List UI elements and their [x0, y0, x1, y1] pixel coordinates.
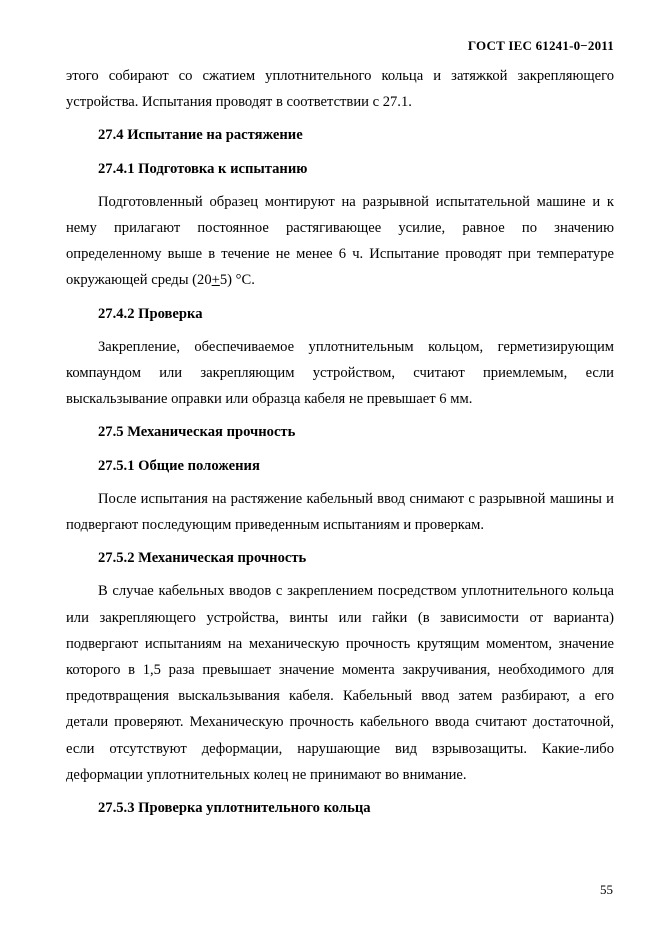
paragraph-test-preparation [66, 189, 614, 294]
section-heading-27-5-3: 27.5.3 Проверка уплотнительного кольца [98, 800, 371, 817]
standard-code-header: ГОСТ IEC 61241-0−2011 [467, 38, 614, 53]
section-heading-27-4-2: 27.4.2 Проверка [98, 305, 203, 322]
paragraph-text: Подготовленный образец монтируют на разрывной испытательной машине и к нему прилагают постоянное растягивающее усилие, равное по значению определенному выше в течение не менее 6 ч. Испытание проводят при температуре окружающей среды (20 [66, 193, 614, 289]
section-heading-27-5: 27.5 Механическая прочность [98, 424, 296, 441]
section-heading-27-4: 27.4 Испытание на растяжение [98, 127, 303, 144]
paragraph-mechanical-strength: В случае кабельных вводов с закреплением посредством уплотнительного кольца или закрепляющего устройства, винты или гайки (в зависимости от варианта) подвергают испытаниям на механическую прочность крутящим моментом, значение которого в 1,5 раза превышает значение момента закручивания, необходимого для предотвращения выскальзывания кабеля. Кабельный ввод затем разбирают, а его детали проверяют. Механическую прочность кабельного ввода считают достаточной, если отсутствуют деформации, нарушающие вид взрывозащиты. Какие-либо деформации уплотнительных колец не принимают во внимание. [66, 583, 614, 783]
page-number: 55 [600, 882, 613, 897]
paragraph-text: 5) °С. [219, 272, 255, 289]
document-body [66, 63, 614, 828]
paragraph-continuation: этого собирают со сжатием уплотнительного кольца и затяжкой закрепляющего устройства. Испытания проводят в соответствии с 27.1. [66, 68, 614, 111]
plus-minus-sign: + [211, 272, 220, 289]
section-heading-27-4-1: 27.4.1 Подготовка к испытанию [98, 160, 308, 177]
section-heading-27-5-2: 27.5.2 Механическая прочность [98, 550, 307, 567]
section-heading-27-5-1: 27.5.1 Общие положения [98, 457, 260, 474]
paragraph-check: Закрепление, обеспечиваемое уплотнительным кольцом, герметизирующим компаундом или закрепляющим устройством, считают приемлемым, если выскальзывание оправки или образца кабеля не превышает 6 мм. [66, 338, 614, 408]
paragraph-general: После испытания на растяжение кабельный ввод снимают с разрывной машины и подвергают последующим приведенным испытаниям и проверкам. [66, 490, 614, 534]
